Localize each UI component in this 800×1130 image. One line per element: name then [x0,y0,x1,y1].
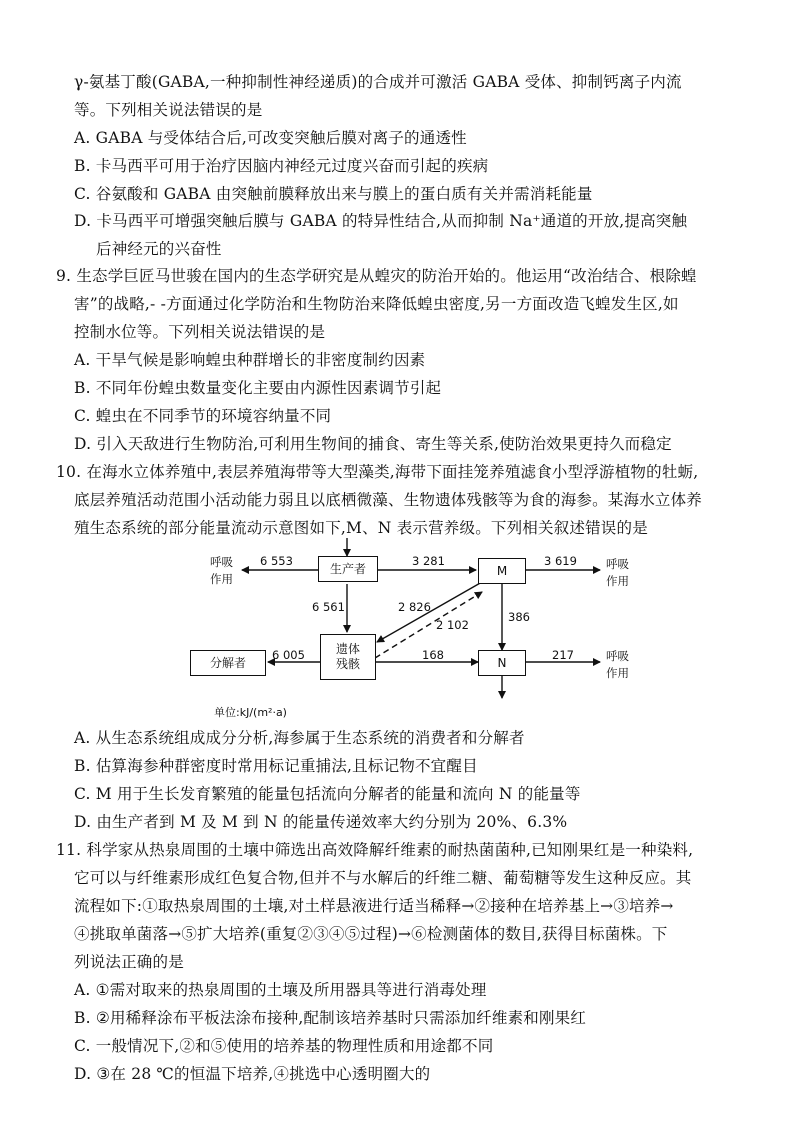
q8-stem-line-2: 等。下列相关说法错误的是 [74,101,263,119]
q9-stem-line-2: 害”的战略,- -方面通过化学防治和生物防治来降低蝗虫密度,另一方面改造飞蝗发生区,如 [74,295,679,313]
q9-option-d: D. 引入天敌进行生物防治,可利用生物间的捕食、寄生等关系,使防治效果更持久而稳定 [74,435,672,453]
q8-stem-line-1: γ-氨基丁酸(GABA,一种抑制性神经递质)的合成并可激活 GABA 受体、抑制钙离子内流 [74,73,682,91]
value-n-respiration: 217 [552,648,574,662]
energy-flow-diagram [180,538,650,720]
q8-option-d-line-2: 后神经元的兴奋性 [96,240,222,258]
value-m-respiration: 3 619 [544,554,577,568]
remains-label-line-2: 残骸 [335,657,360,671]
value-producer-remains: 6 561 [312,600,345,614]
remains-box [320,634,376,680]
decomposer-box: 分解者 [190,650,266,676]
q8-option-b: B. 卡马西平可用于治疗因脑内神经元过度兴奋而引起的疾病 [74,157,489,175]
q8-option-c: C. 谷氨酸和 GABA 由突触前膜释放出来与膜上的蛋白质有关并需消耗能量 [74,185,593,203]
q9-option-a: A. 干旱气候是影响蝗虫种群增长的非密度制约因素 [74,351,426,369]
resp-n-label-2: 作用 [606,666,629,680]
q9-stem-line-1: 9. 生态学巨匠马世骏在国内的生态学研究是从蝗灾的防治开始的。他运用“改治结合、根除蝗 [56,267,697,285]
q11-stem-line-1: 11. 科学家从热泉周围的土壤中筛选出高效降解纤维素的耐热菌菌种,已知刚果红是一种染料, [56,841,694,859]
trophic-level-m-box: M [478,558,526,584]
q11-stem-line-3: 流程如下:①取热泉周围的土壤,对土样悬液进行适当稀释→②接种在培养基上→③培养→ [74,897,674,915]
q8-option-d-line-1: D. 卡马西平可增强突触后膜与 GABA 的特异性结合,从而抑制 Na⁺通道的开放,提高突触 [74,212,688,230]
q11-option-c: C. 一般情况下,②和⑤使用的培养基的物理性质和用途都不同 [74,1037,494,1055]
q11-option-b: B. ②用稀释涂布平板法涂布接种,配制该培养基时只需添加纤维素和刚果红 [74,1009,587,1027]
q10-stem-line-1: 10. 在海水立体养殖中,表层养殖海带等大型藻类,海带下面挂笼养殖滤食小型浮游植物的牡蛎, [56,463,699,481]
resp-m-label-1: 呼吸 [606,557,629,571]
resp-m-label-2: 作用 [606,574,629,588]
diagram-unit: 单位:kJ/(m²·a) [214,706,287,719]
value-remains-decomposer: 6 005 [272,648,305,662]
q8-option-a: A. GABA 与受体结合后,可改变突触后膜对离子的通透性 [74,129,467,147]
q9-option-b: B. 不同年份蝗虫数量变化主要由内源性因素调节引起 [74,379,442,397]
q11-stem-line-2: 它可以与纤维素形成红色复合物,但并不与水解后的纤维二糖、葡萄糖等发生这种反应。其 [74,869,692,887]
remains-label-line-1: 遗体 [335,642,360,656]
q9-stem-line-3: 控制水位等。下列相关说法错误的是 [74,323,326,341]
value-remains-m: 2 102 [436,618,469,632]
resp-n-label-1: 呼吸 [606,649,629,663]
q10-option-c: C. M 用于生长发育繁殖的能量包括流向分解者的能量和流向 N 的能量等 [74,785,581,803]
producer-box: 生产者 [318,556,378,582]
value-m-remains: 2 826 [398,600,431,614]
q10-option-b: B. 估算海参种群密度时常用标记重捕法,且标记物不宜醒目 [74,757,478,775]
value-m-n: 386 [508,610,530,624]
q10-option-d: D. 由生产者到 M 及 M 到 N 的能量传递效率大约分别为 20%、6.3% [74,813,568,831]
q10-stem-line-2: 底层养殖活动范围小活动能力弱且以底栖微藻、生物遗体残骸等为食的海参。某海水立体养 [74,491,703,509]
q11-option-a: A. ①需对取来的热泉周围的土壤及所用器具等进行消毒处理 [74,981,487,999]
resp-left-label-1: 呼吸 [210,555,233,569]
trophic-level-n-box: N [478,650,526,676]
value-producer-respiration: 6 553 [260,554,293,568]
q11-stem-line-5: 列说法正确的是 [74,953,184,971]
q10-stem-line-3: 殖生态系统的部分能量流动示意图如下,M、N 表示营养级。下列相关叙述错误的是 [74,519,648,537]
value-remains-n: 168 [422,648,444,662]
q11-stem-line-4: ④挑取单菌落→⑤扩大培养(重复②③④⑤过程)→⑥检测菌体的数目,获得目标菌株。下 [74,925,668,943]
q10-option-a: A. 从生态系统组成成分分析,海参属于生态系统的消费者和分解者 [74,729,525,747]
resp-left-label-2: 作用 [210,572,233,586]
q11-option-d: D. ③在 28 ℃的恒温下培养,④挑选中心透明圈大的 [74,1065,431,1083]
value-producer-m: 3 281 [412,554,445,568]
q9-option-c: C. 蝗虫在不同季节的环境容纳量不同 [74,407,332,425]
